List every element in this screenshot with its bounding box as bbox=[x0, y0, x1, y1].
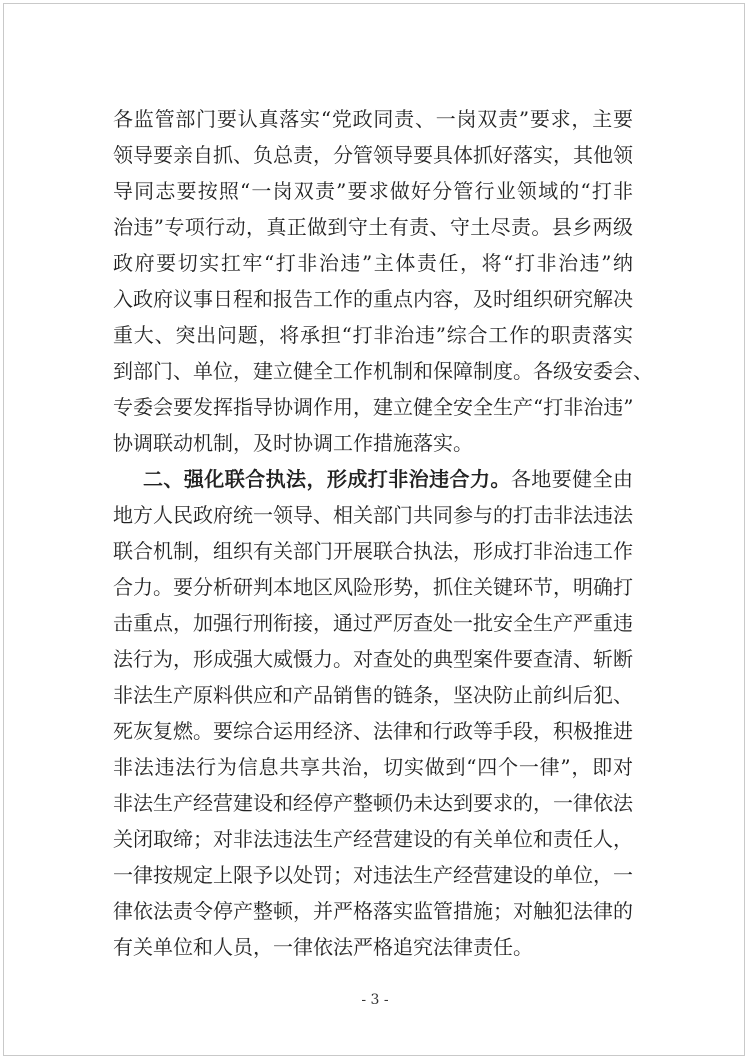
paragraph-line-5: 政府要切实扛牢“打非治违”主体责任，将“打非治违”纳 bbox=[113, 251, 633, 275]
section-2-line-6: 非法生产原料供应和产品销售的链条，坚决防止前纠后犯、 bbox=[113, 683, 633, 707]
section-2-line-4: 击重点，加强行刑衔接，通过严厉查处一批安全生产严重违 bbox=[113, 611, 633, 635]
paragraph-line-7: 重大、突出问题，将承担“打非治违”综合工作的职责落实 bbox=[113, 323, 633, 347]
section-2-line-3: 合力。要分析研判本地区风险形势，抓住关键环节，明确打 bbox=[113, 575, 633, 599]
paragraph-line-1: 各监管部门要认真落实“党政同责、一岗双责”要求，主要 bbox=[113, 107, 633, 131]
section-2-line-8: 非法违法行为信息共享共治，切实做到“四个一律”，即对 bbox=[113, 755, 633, 779]
section-2-line-10: 关闭取缔；对非法违法生产经营建设的有关单位和责任人， bbox=[113, 827, 633, 851]
section-2-first-line bbox=[143, 461, 633, 497]
paragraph-line-2: 领导要亲自抓、负总责，分管领导要具体抓好落实，其他领 bbox=[113, 143, 633, 167]
paragraph-line-3: 导同志要按照“一岗双责”要求做好分管行业领域的“打非 bbox=[113, 179, 633, 203]
section-2-line-1: 地方人民政府统一领导、相关部门共同参与的打击非法违法 bbox=[113, 503, 633, 527]
section-2-line-11: 一律按规定上限予以处罚；对违法生产经营建设的单位，一 bbox=[113, 863, 633, 887]
section-2-line-7: 死灰复燃。要综合运用经济、法律和行政等手段，积极推进 bbox=[113, 719, 633, 743]
paragraph-line-10: 协调联动机制，及时协调工作措施落实。 bbox=[113, 431, 473, 455]
page-number: - 3 - bbox=[361, 992, 389, 1008]
paragraph-line-6: 入政府议事日程和报告工作的重点内容，及时组织研究解决 bbox=[113, 287, 633, 311]
section-2-line-9: 非法生产经营建设和经停产整顿仍未达到要求的，一律依法 bbox=[113, 791, 633, 815]
paragraph-line-8: 到部门、单位，建立健全工作机制和保障制度。各级安委会、 bbox=[113, 359, 653, 383]
section-2-line-5: 法行为，形成强大威慑力。对查处的典型案件要查清、斩断 bbox=[113, 647, 633, 671]
section-2-line-13: 有关单位和人员，一律依法严格追究法律责任。 bbox=[113, 935, 533, 959]
section-2-first-line-rest: 各地要健全由 bbox=[510, 467, 634, 491]
section-2-line-12: 律依法责令停产整顿，并严格落实监管措施；对触犯法律的 bbox=[113, 899, 633, 923]
section-2-line-2: 联合机制，组织有关部门开展联合执法，形成打非治违工作 bbox=[113, 539, 633, 563]
paragraph-line-9: 专委会要发挥指导协调作用，建立健全安全生产“打非治违” bbox=[113, 395, 634, 419]
section-2-heading: 二、强化联合执法，形成打非治违合力。 bbox=[143, 467, 511, 491]
paragraph-line-4: 治违”专项行动，真正做到守土有责、守土尽责。县乡两级 bbox=[113, 215, 633, 239]
